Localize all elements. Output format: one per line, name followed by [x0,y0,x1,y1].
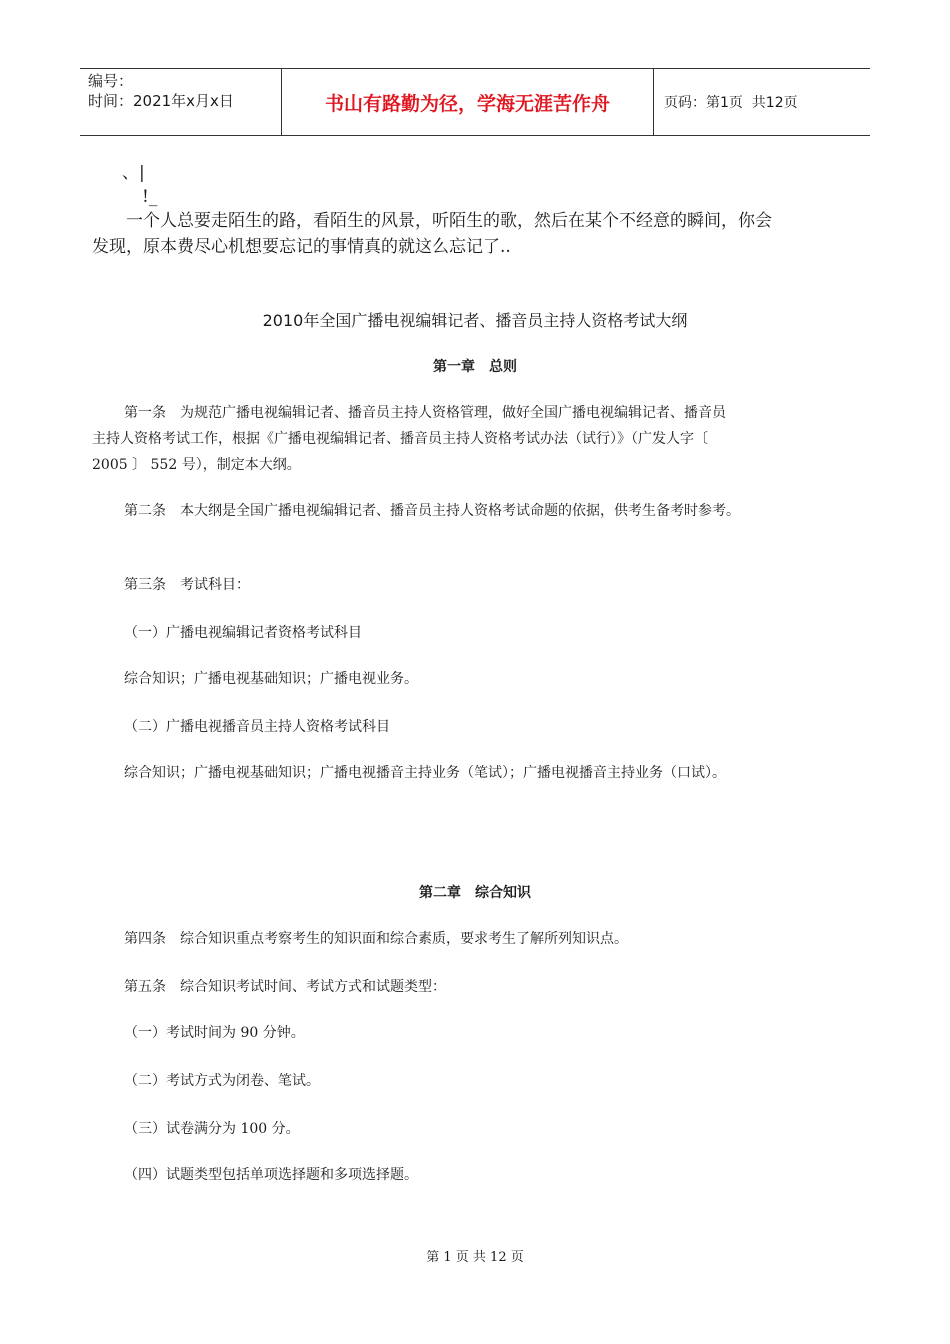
intro-line-2: 发现，原本费尽心机想要忘记的事情真的就这么忘记了.. [92,237,511,257]
article-3-sub-1-detail: 综合知识；广播电视基础知识；广播电视业务。 [124,671,418,687]
article-4-label: 第四条 [124,931,166,947]
list-item: （二）考试方式为闭卷、笔试。 [124,1073,320,1089]
page-info-cell [654,69,870,135]
article-3-label: 第三条 [124,577,166,593]
article-2-label: 第二条 [124,503,166,519]
article-2: 第二条 本大纲是全国广播电视编辑记者、播音员主持人资格考试命题的依据，供考生备考时参考。 [124,503,740,519]
article-1-label: 第一条 [124,405,166,421]
list-item: （三）试卷满分为 100 分。 [124,1121,300,1137]
intro-mark-2: !_ [142,187,158,207]
chapter-1-heading: 第一章 总则 [433,359,517,375]
list-item: （一）考试时间为 90 分钟。 [124,1025,305,1041]
header-info-cell [80,69,282,135]
page-info: 页码：第1页 共12页 [664,95,798,111]
intro-line-1: 一个人总要走陌生的路，看陌生的风景，听陌生的歌，然后在某个不经意的瞬间，你会 [126,211,772,231]
document-title: 2010年全国广播电视编辑记者、播音员主持人资格考试大纲 [262,311,688,330]
header-table [80,68,870,136]
article-3-sub-2: （二）广播电视播音员主持人资格考试科目 [124,719,390,735]
motto: 书山有路勤为径，学海无涯苦作舟 [282,69,654,135]
article-3-sub-1: （一）广播电视编辑记者资格考试科目 [124,625,362,641]
time-label: 时间：2021年x月x日 [88,92,234,110]
chapter-2-heading: 第二章 综合知识 [419,885,531,901]
page-footer: 第 1 页 共 12 页 [426,1250,524,1265]
intro-mark-1: 、| [122,163,145,183]
number-label: 编号： [88,72,134,90]
article-1-line-3: 2005 〕 552 号），制定本大纲。 [92,457,301,473]
article-1-line-2: 主持人资格考试工作，根据《广播电视编辑记者、播音员主持人资格考试办法（试行）》（广发人字〔 [92,431,708,447]
list-item: （四）试题类型包括单项选择题和多项选择题。 [124,1167,418,1183]
article-3-sub-2-detail: 综合知识；广播电视基础知识；广播电视播音主持业务（笔试）；广播电视播音主持业务（口试）。 [124,765,726,781]
article-1-line-1: 第一条 为规范广播电视编辑记者、播音员主持人资格管理，做好全国广播电视编辑记者、播音员 [124,405,726,421]
article-4: 第四条 综合知识重点考察考生的知识面和综合素质，要求考生了解所列知识点。 [124,931,628,947]
article-5-label: 第五条 [124,979,166,995]
article-3: 第三条 考试科目： [124,577,250,593]
article-5: 第五条 综合知识考试时间、考试方式和试题类型： [124,979,446,995]
